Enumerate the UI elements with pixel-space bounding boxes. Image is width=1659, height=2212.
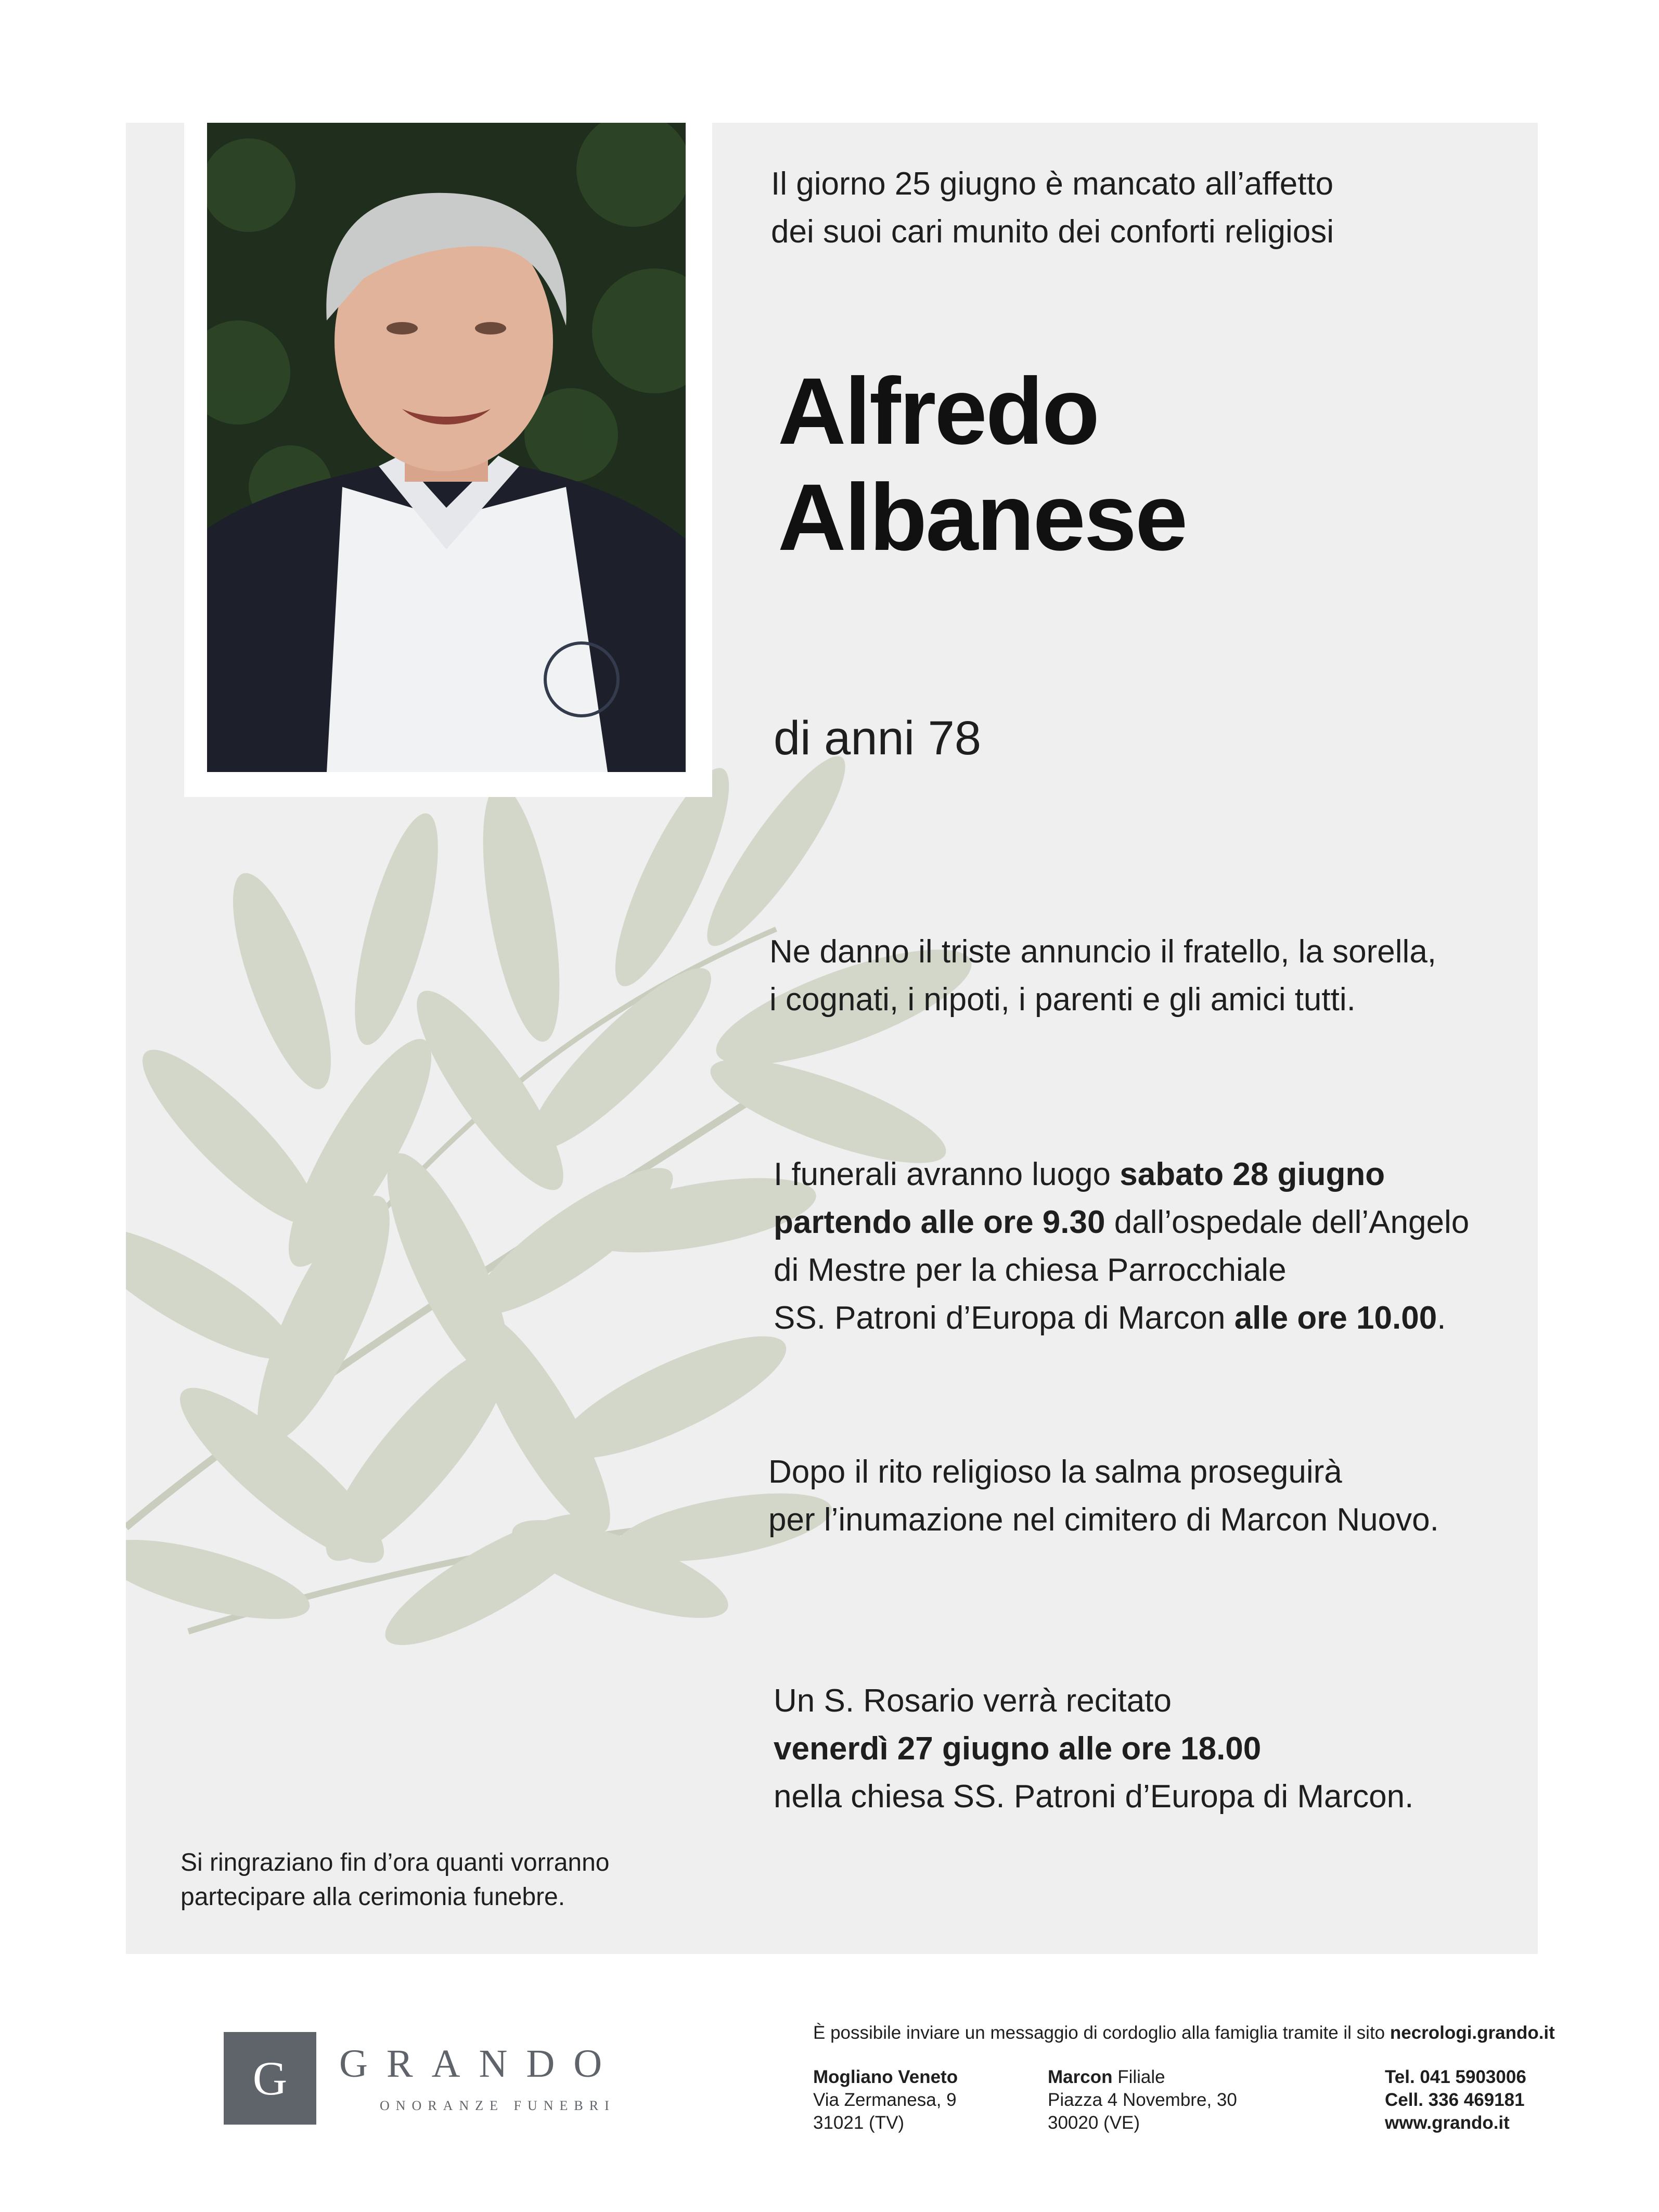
burial-line-1: Dopo il rito religioso la salma proseguirà — [768, 1454, 1342, 1490]
thanks-line-2: partecipare alla cerimonia funebre. — [181, 1883, 565, 1911]
deceased-name — [778, 358, 1186, 570]
portrait-photo — [207, 123, 686, 772]
office-2-address: Piazza 4 Novembre, 30 — [1048, 2090, 1237, 2110]
grando-logo-mark: G — [224, 2032, 316, 2125]
announcement-line-1: Ne danno il triste annuncio il fratello, la sorella, — [769, 934, 1437, 970]
funeral-line-1: I funerali avranno luogo sabato 28 giugno — [774, 1156, 1385, 1192]
rosary-line-1: Un S. Rosario verrà recitato — [774, 1683, 1172, 1719]
funeral-line-2: partendo alle ore 9.30 dall’ospedale dell’Angelo — [774, 1204, 1470, 1240]
office-2-name: Marcon — [1048, 2067, 1113, 2087]
office-2-city: 30020 (VE) — [1048, 2113, 1140, 2133]
grando-logo-name: GRANDO — [339, 2042, 621, 2086]
condolence-site-link[interactable]: necrologi.grando.it — [1390, 2023, 1555, 2043]
funeral-text — [774, 1151, 1469, 1342]
office-1-city: 31021 (TV) — [813, 2113, 905, 2133]
rosary-line-3: nella chiesa SS. Patroni d’Europa di Marcon. — [774, 1779, 1414, 1815]
intro-line-2: dei suoi cari munito dei conforti religiosi — [771, 214, 1334, 250]
contact-web[interactable]: www.grando.it — [1385, 2113, 1510, 2133]
rosary-text — [774, 1677, 1413, 1821]
first-name: Alfredo — [778, 358, 1098, 464]
burial-line-2: per l’inumazione nel cimitero di Marcon Nuovo. — [768, 1502, 1439, 1538]
last-name: Albanese — [778, 464, 1187, 570]
contact-tel[interactable]: Tel. 041 5903006 — [1385, 2067, 1526, 2087]
office-1-address: Via Zermanesa, 9 — [813, 2090, 957, 2110]
intro-line-1: Il giorno 25 giugno è mancato all’affetto — [771, 166, 1334, 202]
obituary-card — [126, 123, 1538, 1954]
burial-text — [768, 1448, 1439, 1544]
intro-text — [771, 160, 1334, 256]
age-text: di anni 78 — [774, 712, 981, 765]
funeral-line-3: di Mestre per la chiesa Parrocchiale — [774, 1252, 1287, 1288]
contacts — [1385, 2066, 1526, 2134]
office-marcon — [1048, 2066, 1237, 2134]
thanks-line-1: Si ringraziano fin d’ora quanti vorranno — [181, 1849, 610, 1876]
rosary-line-2: venerdì 27 giugno alle ore 18.00 — [774, 1731, 1262, 1767]
contact-cell[interactable]: Cell. 336 469181 — [1385, 2090, 1525, 2110]
office-2-suffix: Filiale — [1112, 2067, 1165, 2087]
funeral-line-4: SS. Patroni d’Europa di Marcon alle ore 10.00. — [774, 1300, 1446, 1336]
announcement-text — [769, 928, 1436, 1024]
grando-logo-subtitle: ONORANZE FUNEBRI — [380, 2098, 615, 2113]
thanks-text — [181, 1846, 609, 1914]
condolence-note: È possibile inviare un messaggio di cordoglio alla famiglia tramite il sito necrologi.grando.it — [813, 2023, 1555, 2043]
office-mogliano — [813, 2066, 958, 2134]
office-1-name: Mogliano Veneto — [813, 2067, 958, 2087]
announcement-line-2: i cognati, i nipoti, i parenti e gli amici tutti. — [769, 982, 1356, 1018]
